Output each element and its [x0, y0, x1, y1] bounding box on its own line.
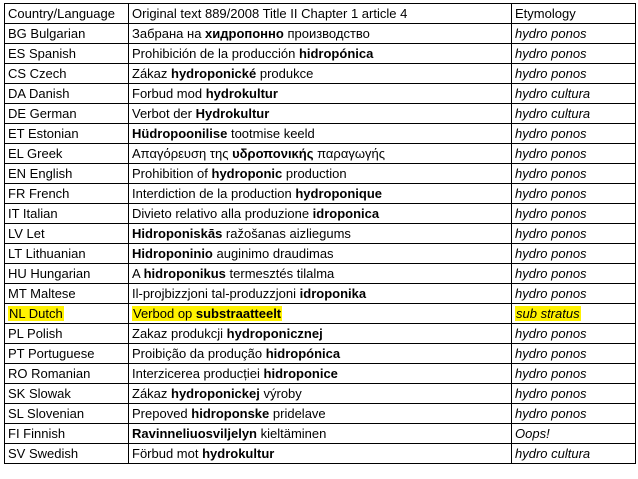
etymology-cell	[512, 384, 636, 404]
country-language-cell	[5, 244, 129, 264]
etymology-cell	[512, 124, 636, 144]
translation-table-container	[4, 3, 636, 464]
header-country-language: Country/Language	[5, 4, 129, 24]
etymology-cell	[512, 64, 636, 84]
key-term: Ravinneliuosviljelyn	[132, 426, 257, 441]
key-term: idroponica	[312, 206, 380, 221]
original-text-cell	[129, 204, 512, 224]
original-text	[132, 146, 385, 161]
country-language-cell	[5, 444, 129, 464]
country-language-cell	[5, 344, 129, 364]
original-text-cell	[129, 364, 512, 384]
original-text-cell	[129, 184, 512, 204]
key-term: hidroponice	[263, 366, 338, 381]
original-text	[132, 386, 302, 401]
etymology-text: hydro ponos	[515, 226, 587, 241]
country-language-text: DA Danish	[8, 86, 70, 101]
text-before-term: A	[132, 266, 144, 281]
country-language-text: ET Estonian	[8, 126, 79, 141]
original-text-cell	[129, 84, 512, 104]
etymology-cell	[512, 224, 636, 244]
etymology-text: hydro ponos	[515, 166, 587, 181]
key-term: hydroponic	[211, 166, 283, 181]
original-text-cell	[129, 124, 512, 144]
table-row	[5, 424, 636, 444]
country-language-text: BG Bulgarian	[8, 26, 86, 41]
etymology-cell	[512, 304, 636, 324]
table-row	[5, 104, 636, 124]
table-row	[5, 204, 636, 224]
etymology-cell	[512, 424, 636, 444]
key-term: Hidroponiskās	[132, 226, 223, 241]
key-term: substraatteelt	[195, 306, 282, 321]
original-text	[132, 166, 347, 181]
country-language-cell	[5, 144, 129, 164]
etymology-cell	[512, 204, 636, 224]
text-after-term: pridelave	[269, 406, 326, 421]
text-after-term: termesztés tilalma	[225, 266, 335, 281]
etymology-text: hydro ponos	[515, 186, 587, 201]
original-text-cell	[129, 144, 512, 164]
etymology-text: hydro ponos	[515, 146, 587, 161]
original-text	[132, 46, 373, 61]
etymology-cell	[512, 364, 636, 384]
etymology-cell	[512, 444, 636, 464]
etymology-text: hydro ponos	[515, 346, 587, 361]
table-row	[5, 304, 636, 324]
translation-table	[4, 3, 636, 464]
original-text	[132, 26, 370, 41]
table-row	[5, 144, 636, 164]
original-text-cell	[129, 224, 512, 244]
country-language-cell	[5, 284, 129, 304]
text-after-term: производство	[283, 26, 370, 41]
key-term: hydroponické	[171, 66, 257, 81]
etymology-text: hydro ponos	[515, 286, 587, 301]
original-text	[132, 126, 315, 141]
country-language-text: EL Greek	[8, 146, 63, 161]
text-after-term: auginimo draudimas	[212, 246, 334, 261]
text-before-term: Forbud mod	[132, 86, 206, 101]
country-language-cell	[5, 84, 129, 104]
country-language-cell	[5, 44, 129, 64]
original-text	[132, 106, 269, 121]
original-text	[132, 326, 323, 341]
etymology-text: hydro cultura	[515, 106, 591, 121]
table-row	[5, 44, 636, 64]
original-text-cell	[129, 44, 512, 64]
table-row	[5, 284, 636, 304]
country-language-text: DE German	[8, 106, 77, 121]
original-text	[132, 286, 366, 301]
original-text	[132, 306, 282, 321]
text-after-term: production	[282, 166, 347, 181]
country-language-text: EN English	[8, 166, 73, 181]
original-text-cell	[129, 404, 512, 424]
key-term: hidroponikus	[143, 266, 226, 281]
text-after-term: ražošanas aizliegums	[222, 226, 351, 241]
text-before-term: Prohibición de la producción	[132, 46, 299, 61]
original-text-cell	[129, 244, 512, 264]
etymology-cell	[512, 324, 636, 344]
key-term: hidroponske	[191, 406, 270, 421]
etymology-cell	[512, 184, 636, 204]
etymology-text: hydro ponos	[515, 326, 587, 341]
country-language-text: MT Maltese	[8, 286, 76, 301]
etymology-text: hydro cultura	[515, 86, 591, 101]
etymology-text: hydro ponos	[515, 66, 587, 81]
text-after-term: tootmise keeld	[227, 126, 315, 141]
original-text	[132, 86, 278, 101]
table-row	[5, 244, 636, 264]
text-after-term: produkce	[256, 66, 314, 81]
original-text-cell	[129, 324, 512, 344]
original-text-cell	[129, 344, 512, 364]
header-row	[5, 4, 636, 24]
country-language-text: FI Finnish	[8, 426, 66, 441]
etymology-text: Oops!	[515, 426, 550, 441]
etymology-text: hydro ponos	[515, 206, 587, 221]
text-after-term: kieltäminen	[257, 426, 327, 441]
key-term: hydrokultur	[205, 86, 278, 101]
etymology-text: hydro ponos	[515, 366, 587, 381]
original-text-cell	[129, 64, 512, 84]
key-term: хидропонно	[205, 26, 284, 41]
original-text-cell	[129, 264, 512, 284]
country-language-cell	[5, 104, 129, 124]
country-language-text: RO Romanian	[8, 366, 91, 381]
etymology-text: hydro ponos	[515, 246, 587, 261]
country-language-cell	[5, 24, 129, 44]
etymology-text: hydro ponos	[515, 126, 587, 141]
etymology-text: hydro ponos	[515, 266, 587, 281]
original-text-cell	[129, 24, 512, 44]
etymology-text: hydro ponos	[515, 386, 587, 401]
country-language-cell	[5, 424, 129, 444]
text-before-term: Verbod op	[133, 306, 196, 321]
original-text	[132, 346, 340, 361]
etymology-cell	[512, 104, 636, 124]
key-term: hidropónica	[265, 346, 341, 361]
key-term: Hydrokultur	[195, 106, 270, 121]
country-language-cell	[5, 324, 129, 344]
original-text-cell	[129, 444, 512, 464]
text-before-term: Verbot der	[132, 106, 196, 121]
original-text-cell	[129, 164, 512, 184]
text-before-term: Proibição da produção	[132, 346, 266, 361]
text-before-term: Prohibition of	[132, 166, 212, 181]
text-before-term: Il-projbizzjoni tal-produzzjoni	[132, 286, 300, 301]
country-language-text: SL Slovenian	[8, 406, 85, 421]
text-before-term: Απαγόρευση της	[132, 146, 233, 161]
country-language-text: IT Italian	[8, 206, 58, 221]
etymology-text: hydro ponos	[515, 46, 587, 61]
country-language-text: LT Lithuanian	[8, 246, 86, 261]
etymology-cell	[512, 344, 636, 364]
etymology-cell	[512, 84, 636, 104]
table-row	[5, 384, 636, 404]
table-row	[5, 64, 636, 84]
etymology-cell	[512, 264, 636, 284]
table-row	[5, 224, 636, 244]
etymology-cell	[512, 24, 636, 44]
table-row	[5, 364, 636, 384]
etymology-text: hydro ponos	[515, 406, 587, 421]
country-language-text: PT Portuguese	[8, 346, 95, 361]
country-language-cell	[5, 304, 129, 324]
country-language-cell	[5, 184, 129, 204]
country-language-cell	[5, 224, 129, 244]
original-text	[132, 226, 351, 241]
etymology-cell	[512, 284, 636, 304]
original-text	[132, 266, 334, 281]
original-text	[132, 66, 313, 81]
country-language-text: PL Polish	[8, 326, 63, 341]
country-language-cell	[5, 264, 129, 284]
text-before-term: Zákaz	[132, 386, 172, 401]
key-term: hidropónica	[298, 46, 374, 61]
original-text	[132, 426, 326, 441]
original-text-cell	[129, 384, 512, 404]
etymology-cell	[512, 164, 636, 184]
country-language-cell	[5, 364, 129, 384]
etymology-text: sub stratus	[516, 306, 580, 321]
text-after-term: výroby	[259, 386, 302, 401]
original-text	[132, 186, 382, 201]
key-term: hydroponique	[295, 186, 382, 201]
country-language-text: ES Spanish	[8, 46, 76, 61]
header-original-text: Original text 889/2008 Title II Chapter 1 article 4	[129, 4, 512, 24]
text-before-term: Zákaz	[132, 66, 172, 81]
key-term: hydrokultur	[202, 446, 275, 461]
table-row	[5, 24, 636, 44]
original-text-cell	[129, 424, 512, 444]
original-text-cell	[129, 104, 512, 124]
country-language-cell	[5, 124, 129, 144]
text-before-term: Interzicerea producției	[132, 366, 264, 381]
table-row	[5, 344, 636, 364]
table-row	[5, 84, 636, 104]
text-after-term: παραγωγής	[313, 146, 385, 161]
country-language-text: LV Let	[8, 226, 45, 241]
header-etymology: Etymology	[512, 4, 636, 24]
table-row	[5, 324, 636, 344]
original-text-cell	[129, 284, 512, 304]
key-term: υδροπονικής	[232, 146, 314, 161]
original-text	[132, 446, 274, 461]
key-term: Hidroponinio	[132, 246, 213, 261]
text-before-term: Interdiction de la production	[132, 186, 296, 201]
original-text	[132, 246, 334, 261]
text-before-term: Забрана на	[132, 26, 206, 41]
country-language-text: SK Slowak	[8, 386, 71, 401]
country-language-text: HU Hungarian	[8, 266, 91, 281]
etymology-cell	[512, 404, 636, 424]
table-row	[5, 184, 636, 204]
country-language-text: CS Czech	[8, 66, 67, 81]
country-language-text: SV Swedish	[8, 446, 79, 461]
country-language-cell	[5, 384, 129, 404]
etymology-cell	[512, 144, 636, 164]
key-term: idroponika	[299, 286, 367, 301]
table-row	[5, 124, 636, 144]
table-row	[5, 164, 636, 184]
text-before-term: Prepoved	[132, 406, 192, 421]
original-text	[132, 406, 326, 421]
country-language-text: NL Dutch	[9, 306, 63, 321]
table-row	[5, 404, 636, 424]
original-text	[132, 206, 379, 221]
country-language-cell	[5, 64, 129, 84]
key-term: hydroponickej	[171, 386, 260, 401]
country-language-cell	[5, 204, 129, 224]
original-text-cell	[129, 304, 512, 324]
text-before-term: Förbud mot	[132, 446, 203, 461]
country-language-cell	[5, 164, 129, 184]
country-language-text: FR French	[8, 186, 70, 201]
table-row	[5, 264, 636, 284]
text-before-term: Zakaz produkcji	[132, 326, 227, 341]
table-body	[5, 24, 636, 464]
text-before-term: Divieto relativo alla produzione	[132, 206, 313, 221]
key-term: hydroponicznej	[226, 326, 323, 341]
etymology-cell	[512, 44, 636, 64]
country-language-cell	[5, 404, 129, 424]
table-row	[5, 444, 636, 464]
etymology-text: hydro cultura	[515, 446, 591, 461]
key-term: Hüdropoonilise	[132, 126, 228, 141]
etymology-cell	[512, 244, 636, 264]
original-text	[132, 366, 338, 381]
etymology-text: hydro ponos	[515, 26, 587, 41]
